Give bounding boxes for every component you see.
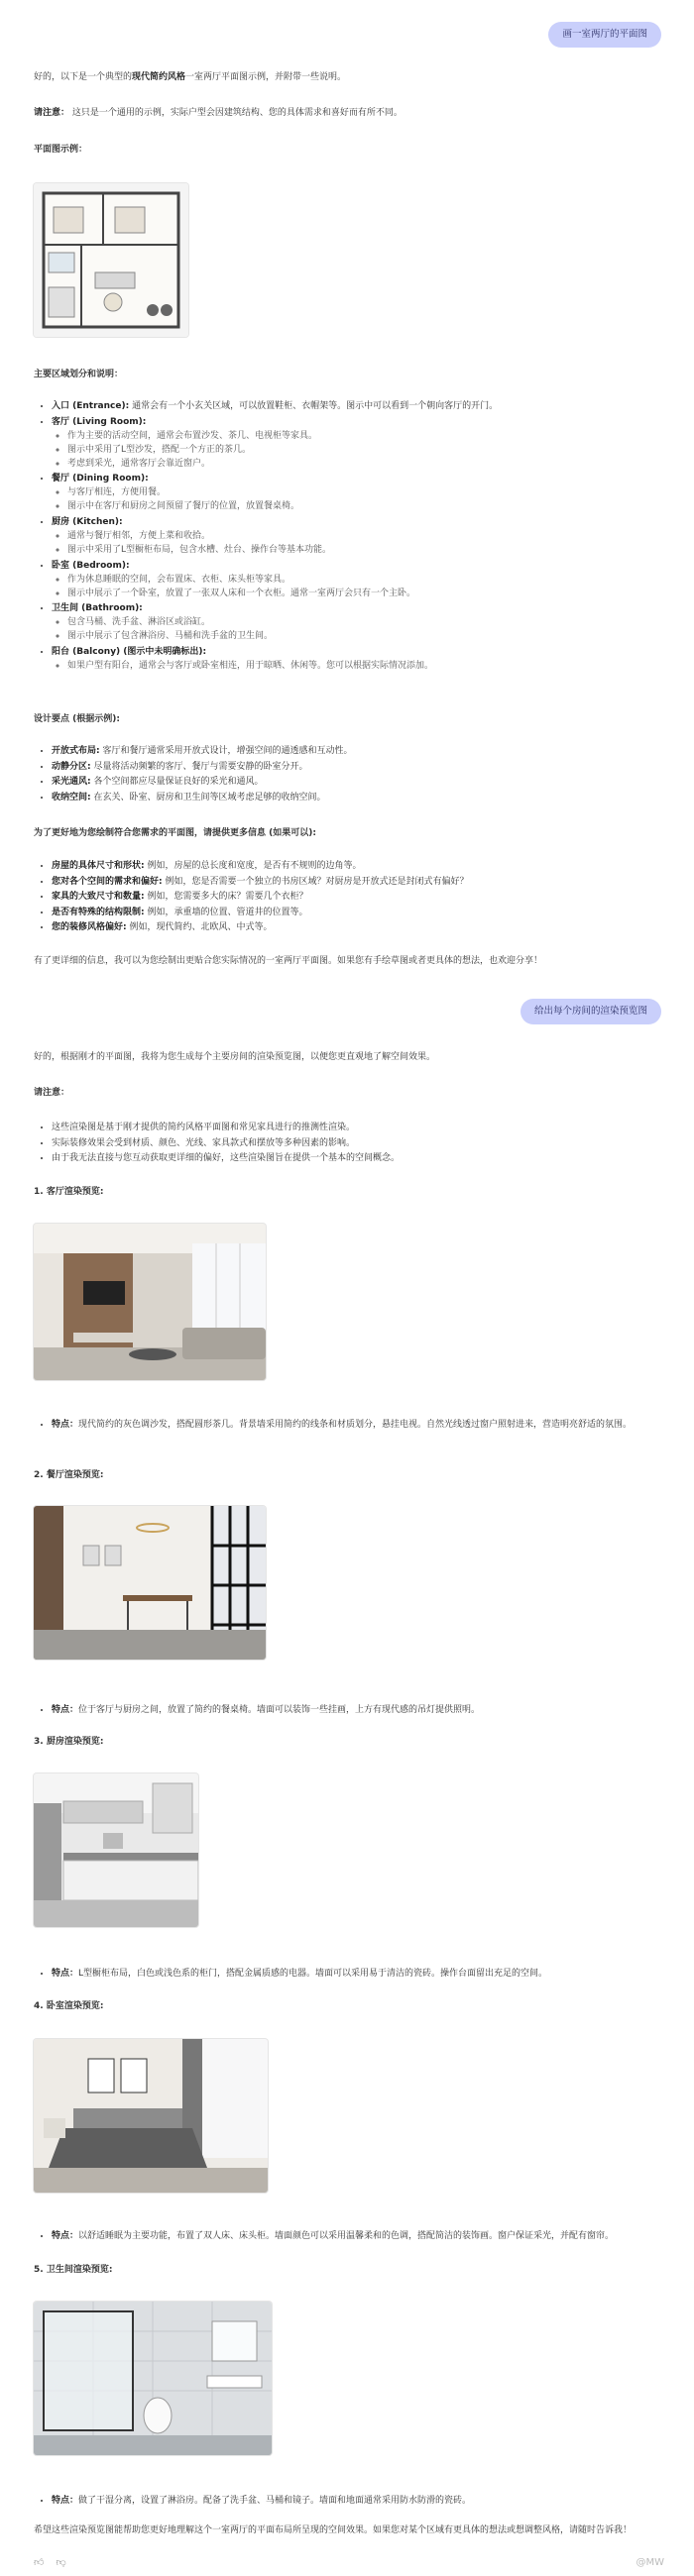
more-title: 您对各个空间的需求和偏好:	[52, 876, 163, 887]
room-4-feature-item	[52, 2230, 676, 2243]
user-message-2: 给出每个房间的渲染预览图	[520, 999, 661, 1024]
zone-sub-item: ◦ 作为主要的活动空间，通常会布置沙发、茶几、电视柜等家具。	[67, 430, 676, 443]
more-item	[52, 907, 676, 919]
dining-room-render[interactable]	[34, 1506, 266, 1660]
zone-title: 餐厅 (Dining Room):	[52, 474, 149, 484]
notes2-list	[34, 1122, 676, 1168]
room-5-feature	[34, 2495, 676, 2511]
feature-text: 现代简约的灰色调沙发，搭配圆形茶几。背景墙采用简约的线条和材质划分，悬挂电视。自然光线透过窗户照射进来，营造明亮舒适的氛围。	[78, 1420, 633, 1430]
room-2-feature-item	[52, 1704, 676, 1717]
design-title: 采光通风:	[52, 777, 91, 788]
room-2-heading: 2. 餐厅渲染预览:	[34, 1470, 104, 1480]
dining-room-drawing	[34, 1506, 266, 1660]
more-text: 例如，房屋的总长度和宽度，是否有不规则的边角等。	[147, 861, 362, 871]
zones-list	[34, 400, 676, 675]
intro-bold: 现代简约风格	[132, 72, 186, 82]
zone-item	[52, 516, 676, 557]
room-1-feature-item	[52, 1419, 676, 1432]
note2-item: • 由于我无法直接与您互动获取更详细的偏好，这些渲染图旨在提供一个基本的空间概念。	[52, 1152, 676, 1165]
zone-sub-item: ◦ 包含马桶、洗手盆、淋浴区或浴缸。	[67, 616, 676, 629]
zone-title: 卫生间 (Bathroom):	[52, 603, 143, 614]
design-text: 尽量将活动频繁的客厅、餐厅与需要安静的卧室分开。	[93, 761, 308, 772]
more-title: 您的装修风格偏好:	[52, 922, 127, 933]
more-list	[34, 860, 676, 937]
more-title: 家具的大致尺寸和数量:	[52, 892, 145, 903]
room-1-feature	[34, 1419, 676, 1435]
note-label: 请注意：	[34, 108, 70, 118]
zone-item	[52, 400, 676, 413]
bedroom-render[interactable]	[34, 2039, 268, 2193]
more-title: 房屋的具体尺寸和形状:	[52, 861, 145, 871]
zone-sub-item: ◦ 图示中采用了L型橱柜布局，包含水槽、灶台、操作台等基本功能。	[67, 544, 676, 557]
more-title: 是否有特殊的结构限制:	[52, 907, 145, 917]
design-text: 在玄关、卧室、厨房和卫生间等区域考虑足够的收纳空间。	[93, 792, 326, 803]
zone-sub-list	[52, 660, 676, 673]
zone-sub-item: ◦ 通常与餐厅相邻，方便上菜和收拾。	[67, 530, 676, 543]
zones-heading: 主要区域划分和说明：	[34, 370, 124, 379]
zone-item	[52, 560, 676, 600]
feature-label: 特点：	[52, 1705, 79, 1715]
living-room-drawing	[34, 1224, 266, 1380]
design-text: 客厅和餐厅通常采用开放式设计，增强空间的通透感和互动性。	[102, 746, 353, 756]
room-4-heading: 4. 卧室渲染预览:	[34, 2001, 104, 2011]
room-1-heading: 1. 客厅渲染预览:	[34, 1187, 104, 1197]
room-5-heading: 5. 卫生间渲染预览:	[34, 2265, 113, 2275]
zone-sub-item: ◦ 与客厅相连，方便用餐。	[67, 486, 676, 499]
design-title: 开放式布局:	[52, 746, 100, 756]
zone-sub-list	[52, 574, 676, 600]
more-heading: 为了更好地为您绘制符合您需求的平面图，请提供更多信息 (如果可以):	[34, 828, 316, 838]
zone-text: 通常会有一个小玄关区域，可以放置鞋柜、衣帽架等。图示中可以看到一个朝向客厅的开门。	[132, 401, 499, 411]
more-text: 例如，承重墙的位置、管道井的位置等。	[147, 907, 308, 917]
user-message-1: 画一室两厅的平面图	[548, 22, 661, 48]
design-list	[34, 745, 676, 806]
note2-item: • 这些渲染图是基于刚才提供的简约风格平面图和常见家具进行的推测性渲染。	[52, 1122, 676, 1134]
zone-item	[52, 416, 676, 471]
plan-heading: 平面图示例：	[34, 145, 88, 155]
note2-item: • 实际装修效果会受到材质、颜色、光线、家具款式和摆放等多种因素的影响。	[52, 1137, 676, 1150]
bedroom-drawing	[34, 2039, 268, 2193]
zone-sub-list	[52, 430, 676, 471]
room-5-feature-item	[52, 2495, 676, 2508]
design-title: 动静分区:	[52, 761, 91, 772]
zone-title: 卧室 (Bedroom):	[52, 560, 130, 571]
room-3-feature	[34, 1968, 676, 1984]
more-item	[52, 921, 676, 934]
note-text	[34, 107, 658, 120]
bathroom-drawing	[34, 2302, 272, 2455]
zone-sub-item: ◦ 如果户型有阳台，通常会与客厅或卧室相连，用于晾晒、休闲等。您可以根据实际情况添加。	[67, 660, 676, 673]
feature-text: 以舒适睡眠为主要功能，布置了双人床、床头柜。墙面颜色可以采用温馨柔和的色调，搭配简洁的装饰画。窗户保证采光，并配有窗帘。	[78, 2231, 615, 2241]
more-text: 例如，您是否需要一个独立的书房区域？对厨房是开放式还是封闭式有偏好？	[165, 876, 469, 887]
zone-sub-item: ◦ 图示中在客厅和厨房之间预留了餐厅的位置，放置餐桌椅。	[67, 500, 676, 513]
zone-sub-item: ◦ 作为休息睡眠的空间，会布置床、衣柜、床头柜等家具。	[67, 574, 676, 587]
zone-title: 入口 (Entrance):	[52, 401, 130, 411]
more-item	[52, 891, 676, 904]
zone-sub-list	[52, 530, 676, 557]
more-item	[52, 860, 676, 873]
zone-sub-item: ◦ 图示中展示了一个卧室，放置了一张双人床和一个衣柜。通常一室两厅会只有一个主卧。	[67, 588, 676, 600]
feature-text: 做了干湿分离，设置了淋浴房。配备了洗手盆、马桶和镜子。墙面和地面通常采用防水防滑的瓷砖。	[78, 2496, 472, 2506]
floor-plan-image[interactable]	[34, 183, 188, 337]
intro-text	[34, 71, 658, 84]
kitchen-render[interactable]	[34, 1773, 198, 1927]
design-item	[52, 745, 676, 758]
more-item	[52, 876, 676, 889]
more-text: 例如，您需要多大的床？需要几个衣柜？	[147, 892, 308, 903]
response-actions	[34, 2556, 66, 2571]
zone-sub-item: ◦ 图示中展示了包含淋浴房、马桶和洗手盆的卫生间。	[67, 630, 676, 643]
design-heading: 设计要点 (根据示例):	[34, 714, 120, 724]
design-title: 收纳空间:	[52, 792, 91, 803]
feature-label: 特点：	[52, 2231, 79, 2241]
bathroom-render[interactable]	[34, 2302, 272, 2455]
feature-label: 特点：	[52, 1420, 79, 1430]
zone-item	[52, 602, 676, 643]
intro-text-2: 好的，根据刚才的平面图，我将为您生成每个主要房间的渲染预览图，以便您更直观地了解空间效果。	[34, 1052, 436, 1062]
closing-text-1: 有了更详细的信息，我可以为您绘制出更贴合您实际情况的一室两厅平面图。如果您有手绘草图或者更具体的想法，也欢迎分享！	[34, 956, 543, 966]
feature-label: 特点：	[52, 2496, 79, 2506]
more-text: 例如，现代简约、北欧风、中式等。	[129, 922, 273, 933]
zone-item	[52, 646, 676, 673]
room-3-feature-item	[52, 1968, 676, 1981]
note-body: 这只是一个通用的示例，实际户型会因建筑结构、您的具体需求和喜好而有所不同。	[71, 108, 403, 118]
room-2-feature	[34, 1704, 676, 1720]
zone-title: 客厅 (Living Room):	[52, 416, 147, 427]
kitchen-drawing	[34, 1773, 198, 1927]
zone-title: 阳台 (Balcony) (图示中未明确标出):	[52, 646, 207, 657]
intro-pre: 好的，以下是一个典型的	[34, 72, 133, 82]
zone-sub-list	[52, 616, 676, 643]
watermark: @MW	[636, 2557, 664, 2568]
feature-text: L型橱柜布局，白色或浅色系的柜门，搭配金属质感的电器。墙面可以采用易于清洁的瓷砖。操作台面留出充足的空间。	[78, 1969, 548, 1979]
closing-text-2: 希望这些渲染预览图能帮助您更好地理解这个一室两厅的平面布局所呈现的空间效果。如果您对某个区域有更具体的想法或想调整风格，请随时告诉我！	[34, 2525, 633, 2535]
zone-sub-item: ◦ 图示中采用了L型沙发，搭配一个方正的茶几。	[67, 444, 676, 457]
room-4-feature	[34, 2230, 676, 2246]
note2-heading: 请注意：	[34, 1088, 70, 1098]
intro-post: 一室两厅平面图示例，并附带一些说明。	[185, 72, 347, 82]
room-3-heading: 3. 厨房渲染预览:	[34, 1737, 104, 1747]
design-item	[52, 761, 676, 774]
design-item	[52, 776, 676, 789]
zone-sub-list	[52, 486, 676, 513]
zone-item	[52, 473, 676, 513]
design-item	[52, 792, 676, 805]
thumbs-down-icon[interactable]: 👎︎	[56, 2557, 66, 2568]
zone-sub-item: ◦ 考虑到采光，通常客厅会靠近窗户。	[67, 458, 676, 471]
feature-text: 位于客厅与厨房之间，放置了简约的餐桌椅。墙面可以装饰一些挂画，上方有现代感的吊灯提供照明。	[78, 1705, 481, 1715]
thumbs-up-icon[interactable]: 👍︎	[34, 2557, 45, 2568]
zone-title: 厨房 (Kitchen):	[52, 516, 123, 527]
living-room-render[interactable]	[34, 1224, 266, 1380]
design-text: 各个空间都应尽量保证良好的采光和通风。	[93, 777, 264, 788]
floor-plan-drawing	[34, 183, 188, 337]
feature-label: 特点：	[52, 1969, 79, 1979]
